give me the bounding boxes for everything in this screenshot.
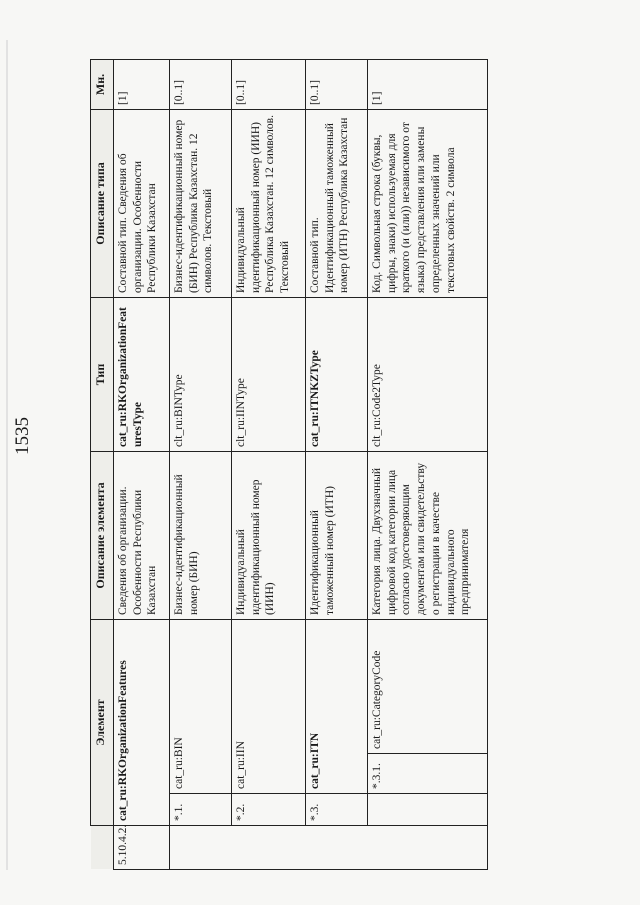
- multiplicity: [0..1]: [232, 60, 306, 110]
- table-header-row: [91, 60, 114, 870]
- indent-cell: [170, 826, 232, 870]
- indent-cell: [368, 826, 488, 870]
- specification-table: [90, 59, 488, 870]
- element-type: cat_ru:RKOrganizationFeaturesType: [114, 298, 170, 452]
- table-row: [368, 60, 488, 870]
- type-description: Код. Символьная строка (буквы, цифры, знаки) используемая для краткого (и (или)) независимого от языка) представления или замены определенных значений или текстовых свойств. 2 символа: [368, 110, 488, 298]
- rotated-sheet: [90, 60, 475, 870]
- element-description: Сведения об организации. Особенности Республики Казахстан: [114, 452, 170, 620]
- element-name: cat_ru:ITN: [306, 620, 368, 794]
- table-row: [232, 60, 306, 870]
- multiplicity: [0..1]: [306, 60, 368, 110]
- multiplicity: [1]: [114, 60, 170, 110]
- type-description: Составной тип. Сведения об организации. Особенности Республики Казахстан: [114, 110, 170, 298]
- indent-cell: [232, 826, 306, 870]
- element-type: clt_ru:BINType: [170, 298, 232, 452]
- row-number: *.1.: [170, 794, 232, 826]
- row-number: *.3.: [306, 794, 368, 826]
- element-description: Индивидуальный идентификационный номер (ИИН): [232, 452, 306, 620]
- element-name: cat_ru:RKOrganizationFeatures: [114, 620, 170, 826]
- element-description: Категория лица. Двухзначный цифровой код категории лица согласно удостоверяющим документам или свидетельству о регистрации в качестве индивидуального предпринимателя: [368, 452, 488, 620]
- type-description: Индивидуальный идентификационный номер (ИИН) Республика Казахстан. 12 символов. Текстовый: [232, 110, 306, 298]
- element-name: cat_ru:BIN: [170, 620, 232, 794]
- element-name: cat_ru:IIN: [232, 620, 306, 794]
- element-type: clt_ru:Code2Type: [368, 298, 488, 452]
- header-element-description: Описание элемента: [91, 452, 114, 620]
- element-type: clt_ru:IINType: [232, 298, 306, 452]
- element-type: cat_ru:ITNKZType: [306, 298, 368, 452]
- element-name: cat_ru:CategoryCode: [368, 620, 488, 754]
- table-row: [114, 60, 170, 870]
- element-description: Бизнес-идентификационный номер (БИН): [170, 452, 232, 620]
- header-multiplicity: Мн.: [91, 60, 114, 110]
- multiplicity: [0..1]: [170, 60, 232, 110]
- indent-cell: [368, 794, 488, 826]
- indent-cell: [306, 826, 368, 870]
- header-type: Тип: [91, 298, 114, 452]
- row-number: *.3.1.: [368, 754, 488, 794]
- header-type-description: Описание типа: [91, 110, 114, 298]
- row-number: 5.10.4.2.: [114, 826, 170, 870]
- type-description: Составной тип. Идентификационный таможенный номер (ИТН) Республика Казахстан: [306, 110, 368, 298]
- row-number: *.2.: [232, 794, 306, 826]
- table-row: [170, 60, 232, 870]
- type-description: Бизнес-идентификационный номер (БИН) Республика Казахстан. 12 символов. Текстовый: [170, 110, 232, 298]
- table-row: [306, 60, 368, 870]
- scan-edge: [6, 40, 8, 870]
- page-number: 1535: [12, 417, 33, 455]
- multiplicity: [1]: [368, 60, 488, 110]
- header-element: Элемент: [91, 620, 114, 826]
- element-description: Идентификационный таможенный номер (ИТН): [306, 452, 368, 620]
- header-blank: [91, 826, 114, 870]
